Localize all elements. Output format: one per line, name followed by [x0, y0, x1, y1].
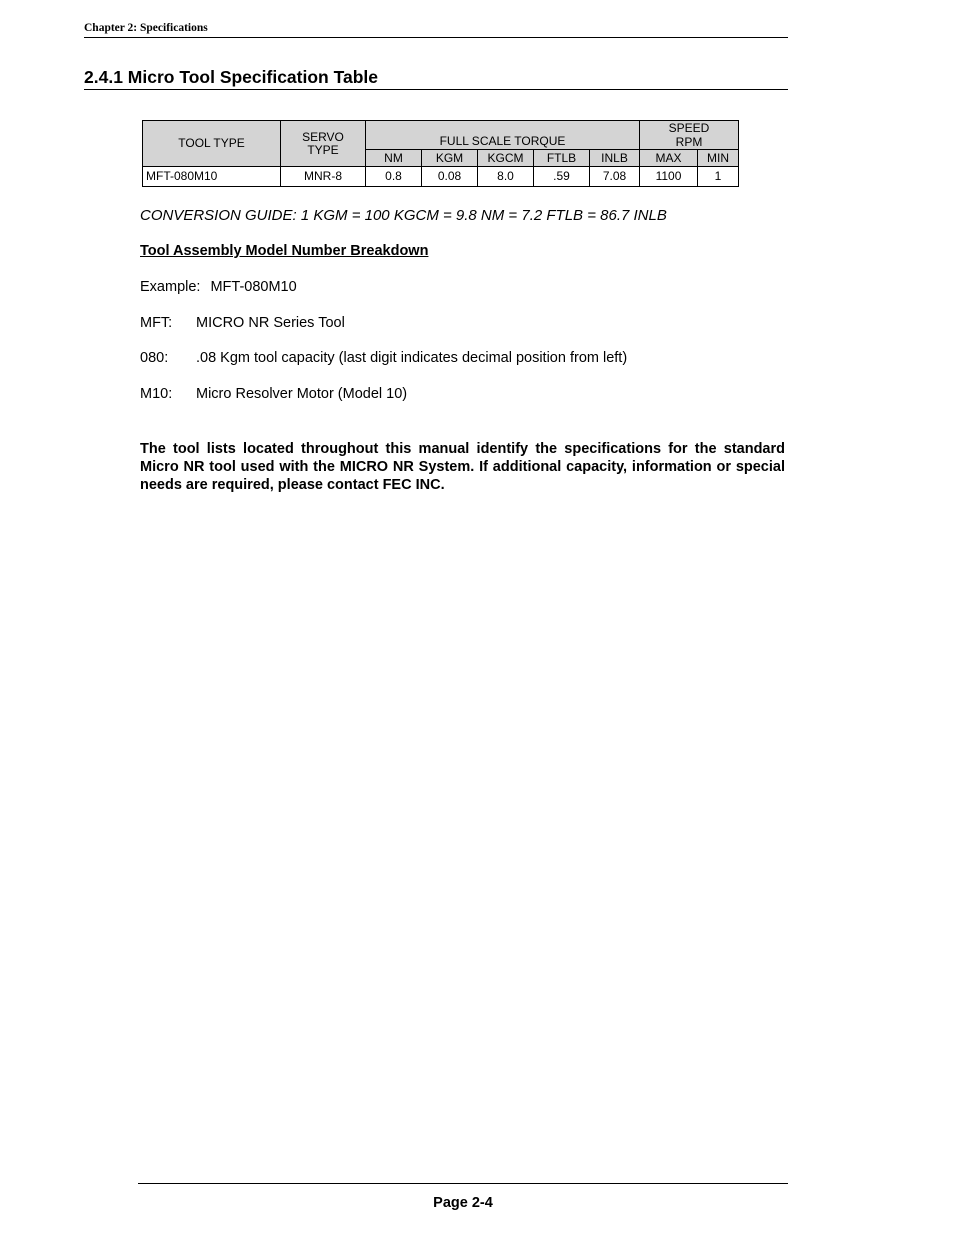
cell-max: 1100 — [640, 167, 698, 187]
cell-inlb: 7.08 — [590, 167, 640, 187]
sub-header-min: MIN — [698, 150, 739, 167]
cell-kgm: 0.08 — [422, 167, 478, 187]
sub-header-nm: NM — [366, 150, 422, 167]
breakdown-item — [140, 315, 345, 331]
breakdown-title: Tool Assembly Model Number Breakdown — [140, 243, 429, 259]
cell-servo-type: MNR-8 — [281, 167, 366, 187]
notice-paragraph: The tool lists located throughout this manual identify the specifications for the standard Micro NR tool used with the MICRO NR System. If additional capacity, information or special needs are required, please contact FEC INC. — [140, 441, 785, 493]
servo-type-header: SERVO TYPE — [281, 121, 366, 167]
rpm-label: RPM — [675, 135, 703, 149]
speed-label: SPEED — [668, 121, 710, 135]
example-label: Example: — [140, 279, 201, 295]
page-number: Page 2-4 — [433, 1195, 493, 1211]
sub-header-ftlb: FTLB — [534, 150, 590, 167]
breakdown-desc: Micro Resolver Motor (Model 10) — [196, 386, 408, 402]
sub-header-inlb: INLB — [590, 150, 640, 167]
cell-kgcm: 8.0 — [478, 167, 534, 187]
breakdown-desc: MICRO NR Series Tool — [196, 315, 345, 331]
cell-ftlb: .59 — [534, 167, 590, 187]
section-title: 2.4.1 Micro Tool Specification Table — [84, 67, 788, 90]
breakdown-key: 080: — [140, 350, 169, 366]
breakdown-key: MFT: — [140, 315, 173, 331]
footer-rule — [138, 1183, 788, 1184]
breakdown-item — [140, 350, 627, 366]
spec-table — [142, 120, 739, 187]
cell-tool-type: MFT-080M10 — [143, 167, 281, 187]
cell-min: 1 — [698, 167, 739, 187]
conversion-guide: CONVERSION GUIDE: 1 KGM = 100 KGCM = 9.8 NM = 7.2 FTLB = 86.7 INLB — [140, 207, 667, 224]
example-line — [140, 279, 297, 295]
speed-header — [640, 121, 739, 150]
cell-nm: 0.8 — [366, 167, 422, 187]
sub-header-max: MAX — [640, 150, 698, 167]
breakdown-item — [140, 386, 407, 402]
running-head: Chapter 2: Specifications — [84, 22, 788, 38]
example-value: MFT-080M10 — [210, 279, 297, 295]
full-scale-torque-header: FULL SCALE TORQUE — [366, 121, 640, 150]
breakdown-desc: .08 Kgm tool capacity (last digit indicates decimal position from left) — [196, 350, 628, 366]
breakdown-key: M10: — [140, 386, 173, 402]
tool-type-header: TOOL TYPE — [143, 121, 281, 167]
sub-header-kgcm: KGCM — [478, 150, 534, 167]
table-row — [143, 167, 739, 187]
sub-header-kgm: KGM — [422, 150, 478, 167]
